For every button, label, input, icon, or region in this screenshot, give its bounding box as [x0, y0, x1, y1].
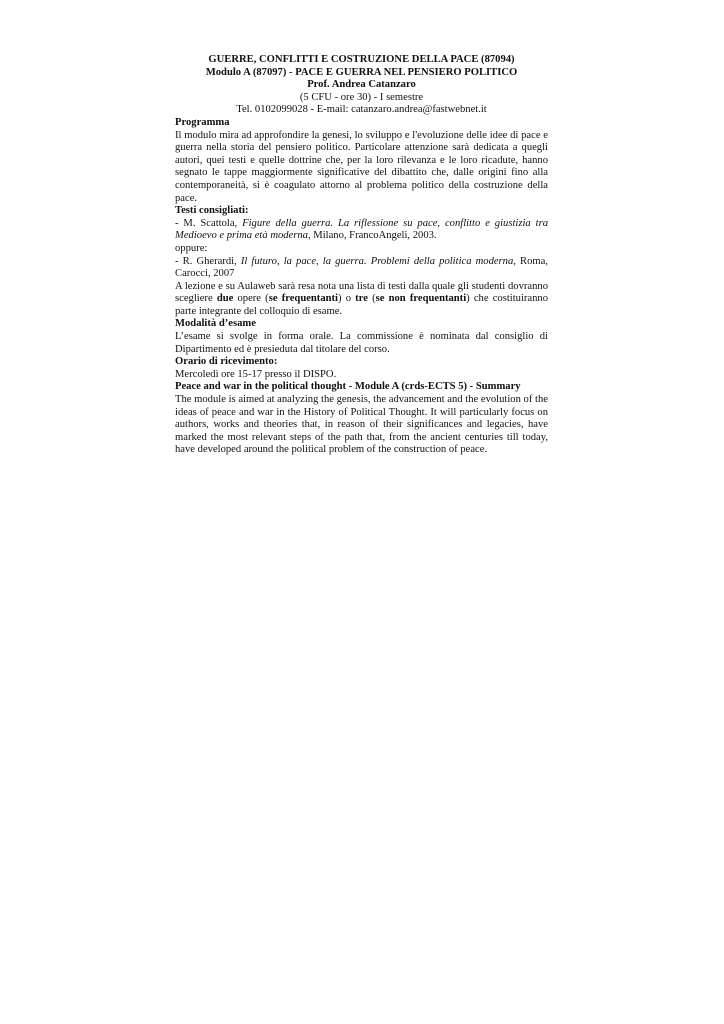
book-1-title: Figure della guerra. La riflessione su pace, conflitto e giustizia tra Medioevo e prima età moderna — [175, 217, 548, 242]
book-1-author: - M. Scattola, — [175, 217, 243, 229]
programma-body: Il modulo mira ad approfondire la genesi, lo sviluppo e l'evoluzione delle idee di pace e guerra nella storia del pensiero politico. Particolare attenzione sarà dedicata a quegli autori, quei testi e quelle dottrine che, per la loro rilevanza e le loro ricadute, hanno segnato le tappe maggiormente significative del dibattito che, dalle origini fino alla contemporaneità, si è coagulato attorno al problema politico della costruzione della pace. — [175, 129, 548, 204]
reading-list-note — [175, 281, 548, 319]
book-2-title: Il futuro, la pace, la guerra. Problemi della politica moderna — [240, 255, 514, 267]
testi-heading: Testi consigliati: — [175, 205, 249, 217]
summary-body: The module is aimed at analyzing the genesis, the advancement and the evolution of the ideas of peace and war in the History of Political Thought. It will particularly focus on authors, works and theories that, in reason of their significances and legacies, have marked the most relevant steps of the path that, from the ancient centuries till today, have developed around the political problem of the construction of peace. — [175, 394, 548, 456]
ricevimento-body: Mercoledì ore 15-17 presso il DISPO. — [175, 368, 337, 380]
note-tre: tre — [355, 293, 368, 305]
module-title: Modulo A (87097) - PACE E GUERRA NEL PENSIERO POLITICO — [205, 66, 518, 78]
book-1-publisher: , Milano, FrancoAngeli, 2003. — [307, 230, 437, 242]
ricevimento-heading: Orario di ricevimento: — [175, 356, 278, 368]
note-text: opere ( — [233, 293, 269, 305]
note-text: ) o — [338, 293, 356, 305]
note-due: due — [216, 293, 234, 305]
oppure-label: oppure: — [175, 242, 208, 254]
note-text: ) che costituiranno parte integrante del colloquio di esame. — [175, 293, 549, 317]
note-se-non-frequentanti: se non frequentanti — [375, 293, 467, 305]
course-sheet — [175, 54, 548, 457]
esame-heading: Modalità d’esame — [175, 318, 256, 330]
course-title: GUERRE, CONFLITTI E COSTRUZIONE DELLA PACE (87094) — [208, 54, 515, 65]
note-text: A lezione e su Aulaweb sarà resa nota una lista di testi dalla quale gli studenti dovranno scegliere — [175, 280, 548, 305]
esame-body: L’esame si svolge in forma orale. La commissione è nominata dal consiglio di Dipartimento ed è presieduta dal titolare del corso. — [175, 331, 548, 355]
note-text: ( — [367, 293, 376, 305]
book-1 — [175, 218, 548, 243]
book-2-publisher: , Roma, Carocci, 2007 — [175, 255, 548, 280]
credits-line: (5 CFU - ore 30) - I semestre — [299, 91, 424, 103]
programma-heading: Programma — [175, 116, 230, 128]
professor-name: Prof. Andrea Catanzaro — [307, 79, 416, 91]
summary-heading: Peace and war in the political thought - Module A (crds-ECTS 5) - Summary — [175, 381, 521, 393]
book-2 — [175, 256, 548, 281]
note-se-frequentanti: se frequentanti — [268, 293, 338, 305]
contact-line: Tel. 0102099028 - E-mail: catanzaro.andrea@fastwebnet.it — [236, 104, 487, 116]
book-2-author: - R. Gherardi, — [175, 255, 241, 267]
